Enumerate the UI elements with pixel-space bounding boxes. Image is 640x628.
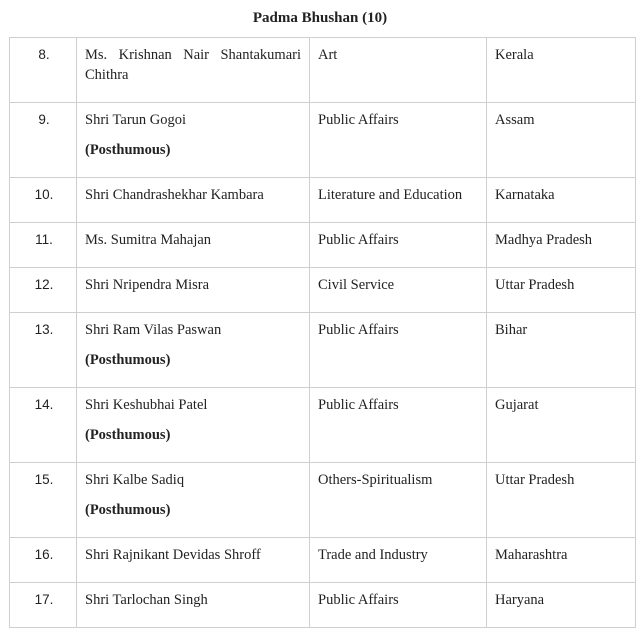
award-state: Uttar Pradesh (487, 463, 636, 538)
awardee-name-text: Shri Ram Vilas Paswan (85, 322, 222, 338)
awardee-name-text: Shri Tarun Gogoi (85, 112, 187, 128)
award-state: Haryana (487, 583, 636, 628)
table-row (10, 388, 636, 463)
award-field: Trade and Industry (310, 538, 487, 583)
award-state: Gujarat (487, 388, 636, 463)
award-state: Karnataka (487, 178, 636, 223)
row-number: 13. (10, 313, 77, 388)
row-number: 9. (10, 103, 77, 178)
row-number: 10. (10, 178, 77, 223)
awardee-name (77, 268, 310, 313)
awardee-name-text: Ms. Sumitra Mahajan (85, 232, 212, 248)
award-state: Madhya Pradesh (487, 223, 636, 268)
award-state: Bihar (487, 313, 636, 388)
awardee-name (77, 313, 310, 388)
table-row (10, 313, 636, 388)
table-row (10, 103, 636, 178)
award-state: Maharashtra (487, 538, 636, 583)
posthumous-note: (Posthumous) (85, 142, 171, 158)
awardee-name (77, 103, 310, 178)
page-title: Padma Bhushan (10) (252, 10, 388, 26)
awardee-name-text: Shri Tarlochan Singh (85, 592, 208, 608)
row-number: 12. (10, 268, 77, 313)
awardee-name-text: Shri Nripendra Misra (85, 277, 210, 293)
table-row (10, 223, 636, 268)
row-number: 16. (10, 538, 77, 583)
award-state: Kerala (487, 38, 636, 103)
awardee-name-text: Shri Kalbe Sadiq (85, 472, 185, 488)
awardee-name (77, 223, 310, 268)
posthumous-note: (Posthumous) (85, 502, 171, 518)
awardee-name-text: Shri Keshubhai Patel (85, 397, 208, 413)
awardee-name (77, 583, 310, 628)
award-field: Literature and Education (310, 178, 487, 223)
row-number: 14. (10, 388, 77, 463)
awardee-name (77, 178, 310, 223)
award-field: Public Affairs (310, 223, 487, 268)
award-field: Public Affairs (310, 583, 487, 628)
awardee-name (77, 38, 310, 103)
award-field: Civil Service (310, 268, 487, 313)
award-field: Art (310, 38, 487, 103)
award-field: Public Affairs (310, 103, 487, 178)
table-row (10, 178, 636, 223)
awardee-name-text: Shri Rajnikant Devidas Shroff (85, 547, 261, 563)
award-state: Uttar Pradesh (487, 268, 636, 313)
award-field: Others-Spiritualism (310, 463, 487, 538)
row-number: 15. (10, 463, 77, 538)
posthumous-note: (Posthumous) (85, 427, 171, 443)
table-row (10, 583, 636, 628)
row-number: 11. (10, 223, 77, 268)
awardee-name (77, 538, 310, 583)
table-row (10, 38, 636, 103)
row-number: 17. (10, 583, 77, 628)
award-state: Assam (487, 103, 636, 178)
posthumous-note: (Posthumous) (85, 352, 171, 368)
table-row (10, 538, 636, 583)
awardee-name (77, 463, 310, 538)
awardee-name-text: Ms. Krishnan Nair Shantakumari Chithra (85, 47, 301, 83)
award-field: Public Affairs (310, 388, 487, 463)
awards-table (9, 37, 636, 628)
award-field: Public Affairs (310, 313, 487, 388)
awardee-name-text: Shri Chandrashekhar Kambara (85, 187, 264, 203)
awardee-name (77, 388, 310, 463)
table-row (10, 268, 636, 313)
table-row (10, 463, 636, 538)
row-number: 8. (10, 38, 77, 103)
